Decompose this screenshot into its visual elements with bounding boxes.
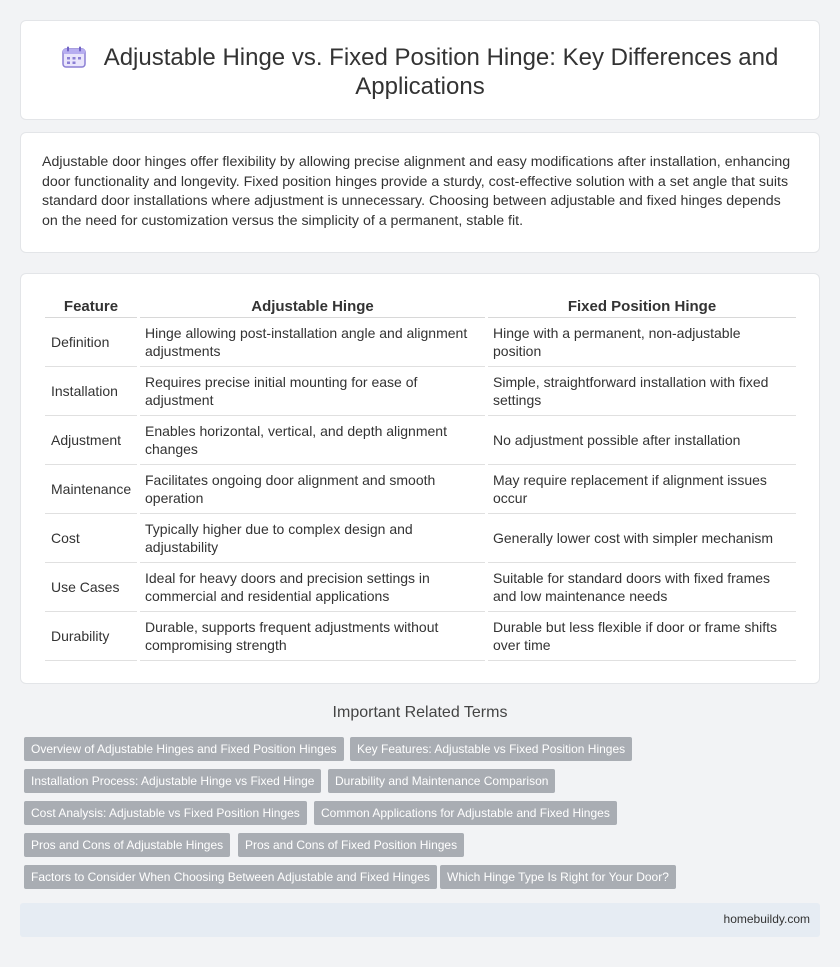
related-tag[interactable]: Cost Analysis: Adjustable vs Fixed Position Hinges [24,801,307,825]
related-tag[interactable]: Durability and Maintenance Comparison [328,769,555,793]
related-terms-heading: Important Related Terms [332,704,508,721]
adjustable-cell: Durable, supports frequent adjustments without compromising strength [140,612,485,661]
adjustable-cell: Requires precise initial mounting for ease of adjustment [140,367,485,416]
feature-cell: Definition [45,318,137,367]
page-title-wrap [61,43,779,101]
header-fixed: Fixed Position Hinge [488,296,796,318]
header-feature: Feature [45,296,137,318]
related-tag[interactable]: Overview of Adjustable Hinges and Fixed Position Hinges [24,737,344,761]
fixed-cell: Hinge with a permanent, non-adjustable position [488,318,796,367]
table-row [45,563,796,612]
fixed-cell: Suitable for standard doors with fixed frames and low maintenance needs [488,563,796,612]
table-row [45,465,796,514]
table-row [45,318,796,367]
adjustable-cell: Typically higher due to complex design and adjustability [140,514,485,563]
adjustable-cell: Facilitates ongoing door alignment and smooth operation [140,465,485,514]
table-row [45,612,796,661]
footer-site[interactable]: homebuildy.com [723,912,810,926]
page-title: Adjustable Hinge vs. Fixed Position Hinge: Key Differences and Applications [103,44,779,100]
table-row [45,514,796,563]
related-tag[interactable]: Key Features: Adjustable vs Fixed Position Hinges [350,737,632,761]
feature-cell: Use Cases [45,563,137,612]
adjustable-cell: Hinge allowing post-installation angle and alignment adjustments [140,318,485,367]
footer [20,903,820,937]
feature-cell: Durability [45,612,137,661]
comparison-card [20,273,820,684]
feature-cell: Cost [45,514,137,563]
fixed-cell: No adjustment possible after installation [488,416,796,465]
adjustable-cell: Ideal for heavy doors and precision settings in commercial and residential applications [140,563,485,612]
table-header-row [45,296,796,318]
header-adjustable: Adjustable Hinge [140,296,485,318]
table-row [45,416,796,465]
intro-card [20,132,820,253]
intro-paragraph: Adjustable door hinges offer flexibility by allowing precise alignment and easy modifications after installation, enhancing door functionality and longevity. Fixed position hinges provide a sturdy, cost-effective solution with a set angle that suits standard door installations where adjustment is unnecessary. Choosing between adjustable and fixed hinges depends on the need for customization versus the simplicity of a permanent, stable fit. [42,154,791,229]
related-tag[interactable]: Common Applications for Adjustable and Fixed Hinges [314,801,617,825]
adjustable-cell: Enables horizontal, vertical, and depth alignment changes [140,416,485,465]
title-card [20,20,820,120]
feature-cell: Installation [45,367,137,416]
related-tag[interactable]: Installation Process: Adjustable Hinge vs Fixed Hinge [24,769,321,793]
fixed-cell: Simple, straightforward installation with fixed settings [488,367,796,416]
related-tag[interactable]: Factors to Consider When Choosing Between Adjustable and Fixed Hinges [24,865,437,889]
fixed-cell: Generally lower cost with simpler mechanism [488,514,796,563]
fixed-cell: May require replacement if alignment issues occur [488,465,796,514]
related-tag[interactable]: Which Hinge Type Is Right for Your Door? [440,865,676,889]
fixed-cell: Durable but less flexible if door or frame shifts over time [488,612,796,661]
related-tag[interactable]: Pros and Cons of Adjustable Hinges [24,833,230,857]
calendar-icon [62,46,86,68]
feature-cell: Adjustment [45,416,137,465]
comparison-table [42,296,799,661]
table-row [45,367,796,416]
feature-cell: Maintenance [45,465,137,514]
related-tag[interactable]: Pros and Cons of Fixed Position Hinges [238,833,464,857]
